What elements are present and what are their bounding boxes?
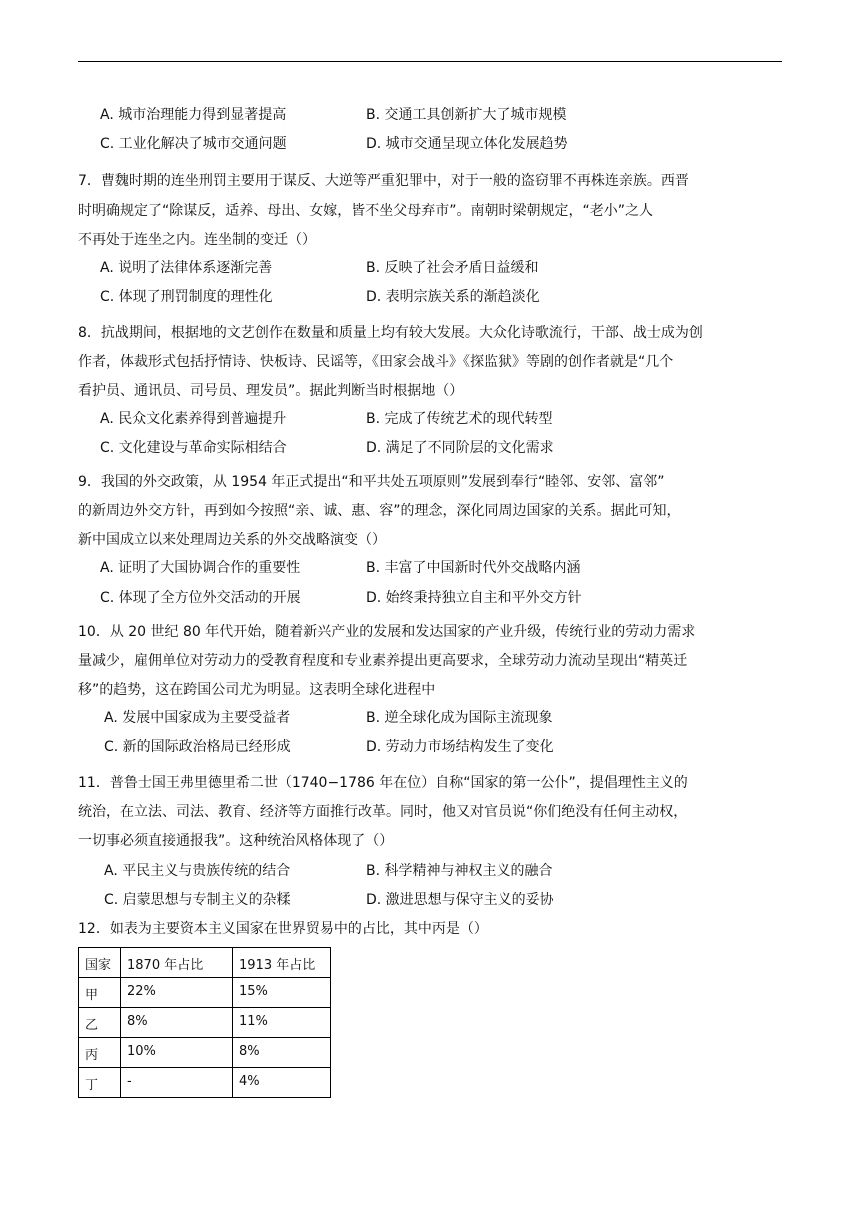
table-cell: 丁	[79, 1068, 121, 1098]
q8-option-d: D. 满足了不同阶层的文化需求	[366, 440, 554, 456]
q9-stem-line: 新中国成立以来处理周边关系的外交战略演变（）	[78, 532, 386, 548]
q11-option-b: B. 科学精神与神权主义的融合	[366, 863, 553, 879]
q11-stem-line: 统治，在立法、司法、教育、经济等方面推行改革。同时，他又对官员说“你们绝没有任何主动权，	[78, 804, 688, 820]
table-header-cell: 国家	[79, 948, 121, 978]
q10-stem-line: 移”的趋势，这在跨国公司尤为明显。这表明全球化进程中	[78, 682, 436, 698]
q8-option-a: A. 民众文化素养得到普遍提升	[100, 411, 287, 427]
table-cell: 丙	[79, 1038, 121, 1068]
q10-option-d: D. 劳动力市场结构发生了变化	[366, 739, 554, 755]
q10-option-c: C. 新的国际政治格局已经形成	[104, 739, 291, 755]
q8-stem-line: 作者，体裁形式包括抒情诗、快板诗、民谣等，《田家会战斗》《探监狱》等剧的创作者就是“几个	[78, 354, 674, 370]
q10-stem-line: 10．从 20 世纪 80 年代开始，随着新兴产业的发展和发达国家的产业升级，传统行业的劳动力需求	[78, 624, 696, 640]
header-rule	[78, 61, 782, 62]
table-header-cell: 1913 年占比	[233, 948, 331, 978]
q8-stem-line: 看护员、通讯员、司号员、理发员”。据此判断当时根据地（）	[78, 383, 464, 399]
table-cell: 8%	[233, 1038, 331, 1068]
q7-stem-line: 时明确规定了“除谋反，适养、母出、女嫁，皆不坐父母弃市”。南朝时梁朝规定，“老小”之人	[78, 203, 654, 219]
q8-option-c: C. 文化建设与革命实际相结合	[100, 440, 287, 456]
table-cell: 15%	[233, 978, 331, 1008]
q9-stem-line: 9．我国的外交政策，从 1954 年正式提出“和平共处五项原则”发展到奉行“睦邻、安邻、富邻”	[78, 474, 665, 490]
table-header-cell: 1870 年占比	[121, 948, 233, 978]
q7-option-b: B. 反映了社会矛盾日益缓和	[366, 260, 539, 276]
q6-option-c: C. 工业化解决了城市交通问题	[100, 136, 287, 152]
trade-share-table	[78, 947, 331, 1098]
q11-stem-line: 11．普鲁士国王弗里德里希二世（1740−1786 年在位）自称“国家的第一公仆”，提倡理性主义的	[78, 775, 688, 791]
q6-option-b: B. 交通工具创新扩大了城市规模	[366, 107, 567, 123]
table-cell: 甲	[79, 978, 121, 1008]
q8-option-b: B. 完成了传统艺术的现代转型	[366, 411, 553, 427]
q6-option-d: D. 城市交通呈现立体化发展趋势	[366, 136, 568, 152]
q12-stem: 12．如表为主要资本主义国家在世界贸易中的占比，其中丙是（）	[78, 921, 488, 937]
q10-option-b: B. 逆全球化成为国际主流现象	[366, 710, 553, 726]
q9-option-a: A. 证明了大国协调合作的重要性	[100, 560, 301, 576]
q9-option-c: C. 体现了全方位外交活动的开展	[100, 590, 301, 606]
q11-option-c: C. 启蒙思想与专制主义的杂糅	[104, 892, 291, 908]
q7-option-a: A. 说明了法律体系逐渐完善	[100, 260, 273, 276]
table-cell: -	[121, 1068, 233, 1098]
q9-stem-line: 的新周边外交方针，再到如今按照“亲、诚、惠、容”的理念，深化同周边国家的关系。据此可知，	[78, 503, 681, 519]
q10-stem-line: 量减少，雇佣单位对劳动力的受教育程度和专业素养提出更高要求，全球劳动力流动呈现出“精英迁	[78, 653, 688, 669]
table-cell: 11%	[233, 1008, 331, 1038]
q7-option-c: C. 体现了刑罚制度的理性化	[100, 289, 273, 305]
table-cell: 22%	[121, 978, 233, 1008]
q7-stem-line: 7．曹魏时期的连坐刑罚主要用于谋反、大逆等严重犯罪中，对于一般的盗窃罪不再株连亲族。西晋	[78, 173, 689, 189]
table-cell: 10%	[121, 1038, 233, 1068]
q7-stem-line: 不再处于连坐之内。连坐制的变迁（）	[78, 232, 316, 248]
q11-stem-line: 一切事必须直接通报我”。这种统治风格体现了（）	[78, 833, 394, 849]
table-cell: 8%	[121, 1008, 233, 1038]
table-row	[79, 978, 331, 1008]
table-row	[79, 1038, 331, 1068]
q7-option-d: D. 表明宗族关系的渐趋淡化	[366, 289, 540, 305]
q9-option-d: D. 始终秉持独立自主和平外交方针	[366, 590, 582, 606]
table-cell: 乙	[79, 1008, 121, 1038]
q9-option-b: B. 丰富了中国新时代外交战略内涵	[366, 560, 581, 576]
q8-stem-line: 8．抗战期间，根据地的文艺创作在数量和质量上均有较大发展。大众化诗歌流行，干部、战士成为创	[78, 325, 703, 341]
q6-option-a: A. 城市治理能力得到显著提高	[100, 107, 287, 123]
table-row	[79, 1068, 331, 1098]
q11-option-a: A. 平民主义与贵族传统的结合	[104, 863, 291, 879]
q11-option-d: D. 激进思想与保守主义的妥协	[366, 892, 554, 908]
table-row	[79, 1008, 331, 1038]
table-cell: 4%	[233, 1068, 331, 1098]
q10-option-a: A. 发展中国家成为主要受益者	[104, 710, 291, 726]
table-header-row	[79, 948, 331, 978]
